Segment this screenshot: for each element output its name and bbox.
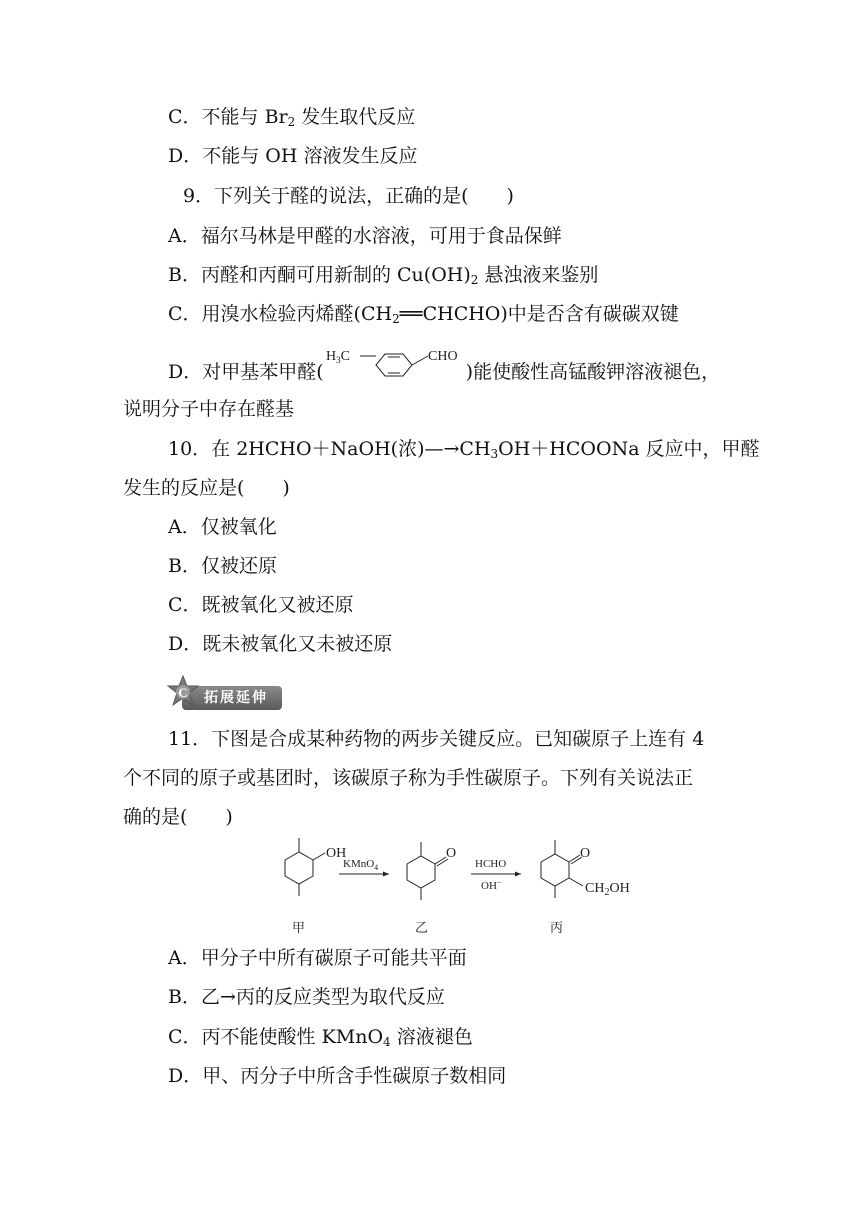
- q9-option-d-line2: 说明分子中存在醛基: [123, 398, 295, 420]
- p-methylbenzaldehyde-svg: [324, 346, 466, 390]
- q8-option-c: C．不能与 $Br_2$ 发生取代反应: [168, 106, 416, 129]
- q8-option-d: D．不能与 OH 溶液发生反应: [168, 145, 418, 167]
- q9-stem: 9．下列关于醛的说法，正确的是( ): [183, 185, 514, 207]
- reagent-kmno4: KMnO$_4$: [343, 858, 379, 872]
- reaction-scheme: [255, 836, 655, 941]
- section-banner: [166, 675, 284, 713]
- q11-option-c: C．丙不能使酸性 KMnO$_4$ 溶液褪色: [168, 1026, 473, 1049]
- section-banner-label: 拓展延伸: [182, 686, 282, 710]
- q11-option-d: D．甲、丙分子中所含手性碳原子数相同: [168, 1065, 507, 1087]
- q10-option-a: A．仅被氧化: [168, 516, 277, 538]
- q9-option-a: A．福尔马林是甲醛的水溶液，可用于食品保鲜: [168, 225, 562, 247]
- q10-stem-line1: 10．在 2HCHO＋NaOH(浓)$—\to CH_3OH+HCOONa$ 反应中，甲醛: [168, 438, 760, 461]
- p-methylbenzaldehyde-structure: [324, 349, 466, 384]
- compound-bing: [541, 840, 583, 898]
- jia-label: 甲: [292, 920, 306, 935]
- jia-oh-label: OH: [326, 846, 347, 861]
- q11-stem-line1: 11．下图是合成某种药物的两步关键反应。已知碳原子上连有 4: [168, 728, 705, 750]
- yi-label: 乙: [415, 920, 429, 935]
- compound-yi: [407, 842, 448, 900]
- svg-text:C: C: [178, 685, 188, 700]
- q10-option-b: B．仅被还原: [168, 555, 277, 577]
- q11-option-b: B．乙→丙的反应类型为取代反应: [168, 986, 445, 1008]
- reagent-hcho: HCHO: [475, 858, 507, 870]
- q11-stem-line2: 个不同的原子或基团时，该碳原子称为手性碳原子。下列有关说法正: [123, 767, 694, 789]
- bing-o-label: O: [580, 846, 591, 861]
- bing-ch2oh-label: $CH_2OH$: [585, 881, 630, 898]
- svg-text:H3C: $H_3C$: [325, 349, 350, 365]
- q10-stem-line2: 发生的反应是( ): [123, 477, 290, 499]
- q10-option-d: D．既未被氧化又未被还原: [168, 633, 393, 655]
- svg-text:CHO: CHO: [427, 349, 458, 364]
- q9-option-c: C．用溴水检验丙烯醛$(CH_2══CHCHO)$中是否含有碳碳双键: [168, 303, 679, 326]
- compound-jia: [285, 838, 325, 896]
- q10-option-c: C．既被氧化又被还原: [168, 594, 354, 616]
- q11-option-a: A．甲分子中所有碳原子可能共平面: [168, 947, 467, 969]
- q9-option-b: B．丙醛和丙酮可用新制的 $Cu(OH)_2$ 悬浊液来鉴别: [168, 264, 599, 287]
- q9-option-d: D．对甲基苯甲醛( $H_3C$ CHO )能使酸性高锰酸钾溶液褪色，: [168, 360, 720, 384]
- star-badge-icon: [166, 675, 200, 709]
- bing-label: 丙: [550, 920, 564, 935]
- reagent-oh: OH−: [481, 878, 502, 892]
- q11-stem-line3: 确的是( ): [123, 806, 233, 828]
- yi-o-label: O: [446, 846, 457, 861]
